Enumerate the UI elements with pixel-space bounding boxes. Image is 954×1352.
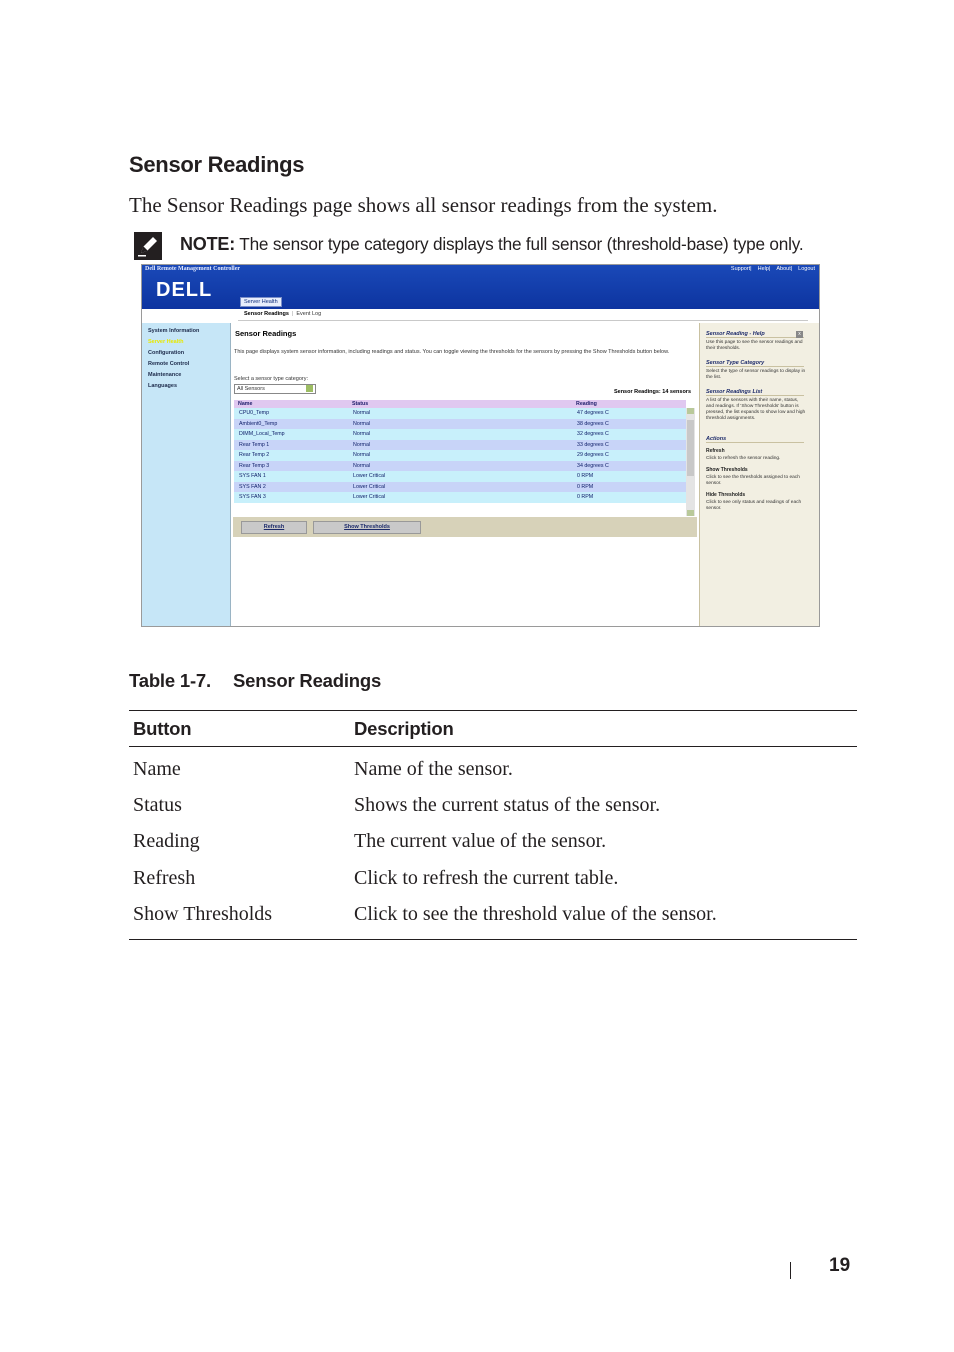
help-refresh-body: Click to refresh the sensor reading. xyxy=(706,456,781,461)
button-cell: Show Thresholds xyxy=(129,897,350,940)
table-row xyxy=(234,482,686,493)
sensor-table xyxy=(234,400,686,503)
sensor-reading: 0 RPM xyxy=(572,471,686,482)
sensor-type-select[interactable]: All Sensors xyxy=(234,384,316,394)
buttons-table xyxy=(129,710,857,940)
table-row xyxy=(234,461,686,472)
sensor-name: SYS FAN 2 xyxy=(234,482,348,493)
table-row xyxy=(129,787,857,823)
subnav: Sensor Readings | Event Log xyxy=(244,311,322,317)
help-show-body: Click to see the thresholds assigned to each sensor. xyxy=(706,475,800,486)
page-number-divider xyxy=(790,1262,791,1279)
tab-server-health[interactable]: Server Health xyxy=(240,297,282,307)
table-row xyxy=(234,492,686,503)
scroll-thumb[interactable] xyxy=(687,420,694,476)
sensor-name: Ambient0_Temp xyxy=(234,419,348,430)
column-header-button: Button xyxy=(129,711,350,747)
header-bar xyxy=(142,265,819,309)
page-title: Sensor Readings xyxy=(235,329,297,338)
support-link[interactable]: Support xyxy=(730,266,751,272)
help-link[interactable]: Help xyxy=(757,266,769,272)
sensor-name: Rear Temp 2 xyxy=(234,450,348,461)
table-row xyxy=(129,860,857,896)
sensor-status: Lower Critical xyxy=(348,492,572,503)
button-cell: Reading xyxy=(133,830,200,853)
about-link[interactable]: About xyxy=(776,266,791,272)
help-category-heading: Sensor Type Category xyxy=(706,360,804,367)
table-scrollbar[interactable] xyxy=(686,408,695,516)
sensor-reading: 34 degrees C xyxy=(572,461,686,472)
help-intro: Use this page to see the sensor readings and their thresholds. xyxy=(706,340,803,351)
table-header-row xyxy=(129,711,857,747)
table-title: Sensor Readings xyxy=(232,670,382,691)
sensor-name: DIMM_Local_Temp xyxy=(234,429,348,440)
column-name[interactable]: Name xyxy=(234,400,348,408)
subnav-sensor-readings[interactable]: Sensor Readings xyxy=(244,311,289,317)
button-cell: Status xyxy=(133,794,182,817)
sensor-status: Normal xyxy=(348,440,572,451)
sensor-reading: 47 degrees C xyxy=(572,408,686,419)
sensor-reading: 38 degrees C xyxy=(572,419,686,430)
refresh-button[interactable]: Refresh xyxy=(241,521,307,534)
table-row xyxy=(234,408,686,419)
sensor-status: Lower Critical xyxy=(348,482,572,493)
section-title: Sensor Readings xyxy=(129,152,305,177)
main-panel xyxy=(233,323,697,626)
table-row xyxy=(234,429,686,440)
sensor-reading: 0 RPM xyxy=(572,482,686,493)
top-links: Support| Help| About| Logout xyxy=(730,266,815,272)
note-text: The sensor type category displays the full sensor (threshold-base) type only. xyxy=(235,234,804,254)
sensor-status: Normal xyxy=(348,429,572,440)
sensor-status: Normal xyxy=(348,419,572,430)
logout-link[interactable]: Logout xyxy=(798,266,815,272)
description-cell: The current value of the sensor. xyxy=(354,830,607,853)
help-category-body: Select the type of sensor readings to display in the list. xyxy=(706,369,806,380)
note-label: NOTE: xyxy=(180,234,235,254)
sensor-name: Rear Temp 3 xyxy=(234,461,348,472)
nav-configuration[interactable]: Configuration xyxy=(148,350,185,356)
table-row xyxy=(234,440,686,451)
select-dropdown-button[interactable] xyxy=(306,385,313,392)
help-refresh-heading: Refresh xyxy=(706,448,725,454)
sensor-readings-screenshot xyxy=(141,264,820,627)
column-status[interactable]: Status xyxy=(348,400,572,408)
button-bar xyxy=(233,517,697,537)
intro-paragraph: The Sensor Readings page shows all sensor readings from the system. xyxy=(129,193,718,217)
sensor-name: SYS FAN 1 xyxy=(234,471,348,482)
app-title: Dell Remote Management Controller xyxy=(145,266,241,272)
help-actions-heading: Actions xyxy=(706,436,804,443)
table-row xyxy=(234,419,686,430)
table-row xyxy=(129,747,857,788)
left-nav xyxy=(142,323,231,626)
sensor-reading: 0 RPM xyxy=(572,492,686,503)
page-number: 19 xyxy=(829,1255,851,1276)
subnav-event-log[interactable]: Event Log xyxy=(296,311,322,317)
description-cell: Click to refresh the current table. xyxy=(354,866,619,889)
description-cell: Name of the sensor. xyxy=(354,757,513,780)
help-title: Sensor Reading - Help xyxy=(706,331,804,338)
table-number: Table 1-7. xyxy=(129,670,211,691)
nav-languages[interactable]: Languages xyxy=(148,383,178,389)
sensor-status: Normal xyxy=(348,461,572,472)
nav-maintenance[interactable]: Maintenance xyxy=(148,372,182,378)
sensor-reading: 32 degrees C xyxy=(572,429,686,440)
column-reading[interactable]: Reading xyxy=(572,400,686,408)
table-row xyxy=(234,450,686,461)
sensor-reading: 29 degrees C xyxy=(572,450,686,461)
help-list-body: A list of the sensors with their name, status, and readings. If 'Show Thresholds' button is pressed, the list expands to show low and high threshold assignments. xyxy=(706,398,806,421)
scroll-down-arrow-icon[interactable] xyxy=(687,510,694,516)
table-row xyxy=(129,897,857,940)
help-hide-body: Click to see only status and readings of each sensor. xyxy=(706,500,802,511)
nav-system-information[interactable]: System Information xyxy=(148,328,200,334)
nav-remote-control[interactable]: Remote Control xyxy=(148,361,190,367)
button-cell: Refresh xyxy=(133,866,196,889)
note xyxy=(180,234,870,255)
table-row xyxy=(129,824,857,860)
dell-logo: DELL xyxy=(156,279,213,301)
close-icon[interactable]: x xyxy=(796,331,803,338)
help-show-heading: Show Thresholds xyxy=(706,467,748,473)
sensor-status: Normal xyxy=(348,450,572,461)
sensor-status: Lower Critical xyxy=(348,471,572,482)
help-panel xyxy=(699,323,820,626)
sensor-reading: 33 degrees C xyxy=(572,440,686,451)
description-cell: Click to see the threshold value of the sensor. xyxy=(350,897,857,940)
sensor-status: Normal xyxy=(348,408,572,419)
scroll-up-arrow-icon[interactable] xyxy=(687,408,694,414)
pencil-note-icon xyxy=(133,231,163,261)
divider xyxy=(238,320,808,321)
button-cell: Name xyxy=(133,757,181,780)
page-description: This page displays system sensor information, including readings and status. You can toggle viewing the thresholds for the sensors by pressing the Show Thresholds button below. xyxy=(234,349,670,355)
show-thresholds-button[interactable]: Show Thresholds xyxy=(313,521,421,534)
column-header-description: Description xyxy=(350,711,857,747)
table-caption xyxy=(129,670,381,692)
nav-server-health[interactable]: Server Health xyxy=(148,339,184,345)
help-list-heading: Sensor Readings List xyxy=(706,389,804,396)
sensor-name: SYS FAN 3 xyxy=(234,492,348,503)
select-label: Select a sensor type category: xyxy=(234,376,308,382)
sensor-table-header xyxy=(234,400,686,408)
help-hide-heading: Hide Thresholds xyxy=(706,492,746,498)
sensor-name: CPU0_Temp xyxy=(234,408,348,419)
sensor-name: Rear Temp 1 xyxy=(234,440,348,451)
description-cell: Shows the current status of the sensor. xyxy=(354,794,661,817)
sensor-count: Sensor Readings: 14 sensors xyxy=(613,389,691,395)
table-row xyxy=(234,471,686,482)
